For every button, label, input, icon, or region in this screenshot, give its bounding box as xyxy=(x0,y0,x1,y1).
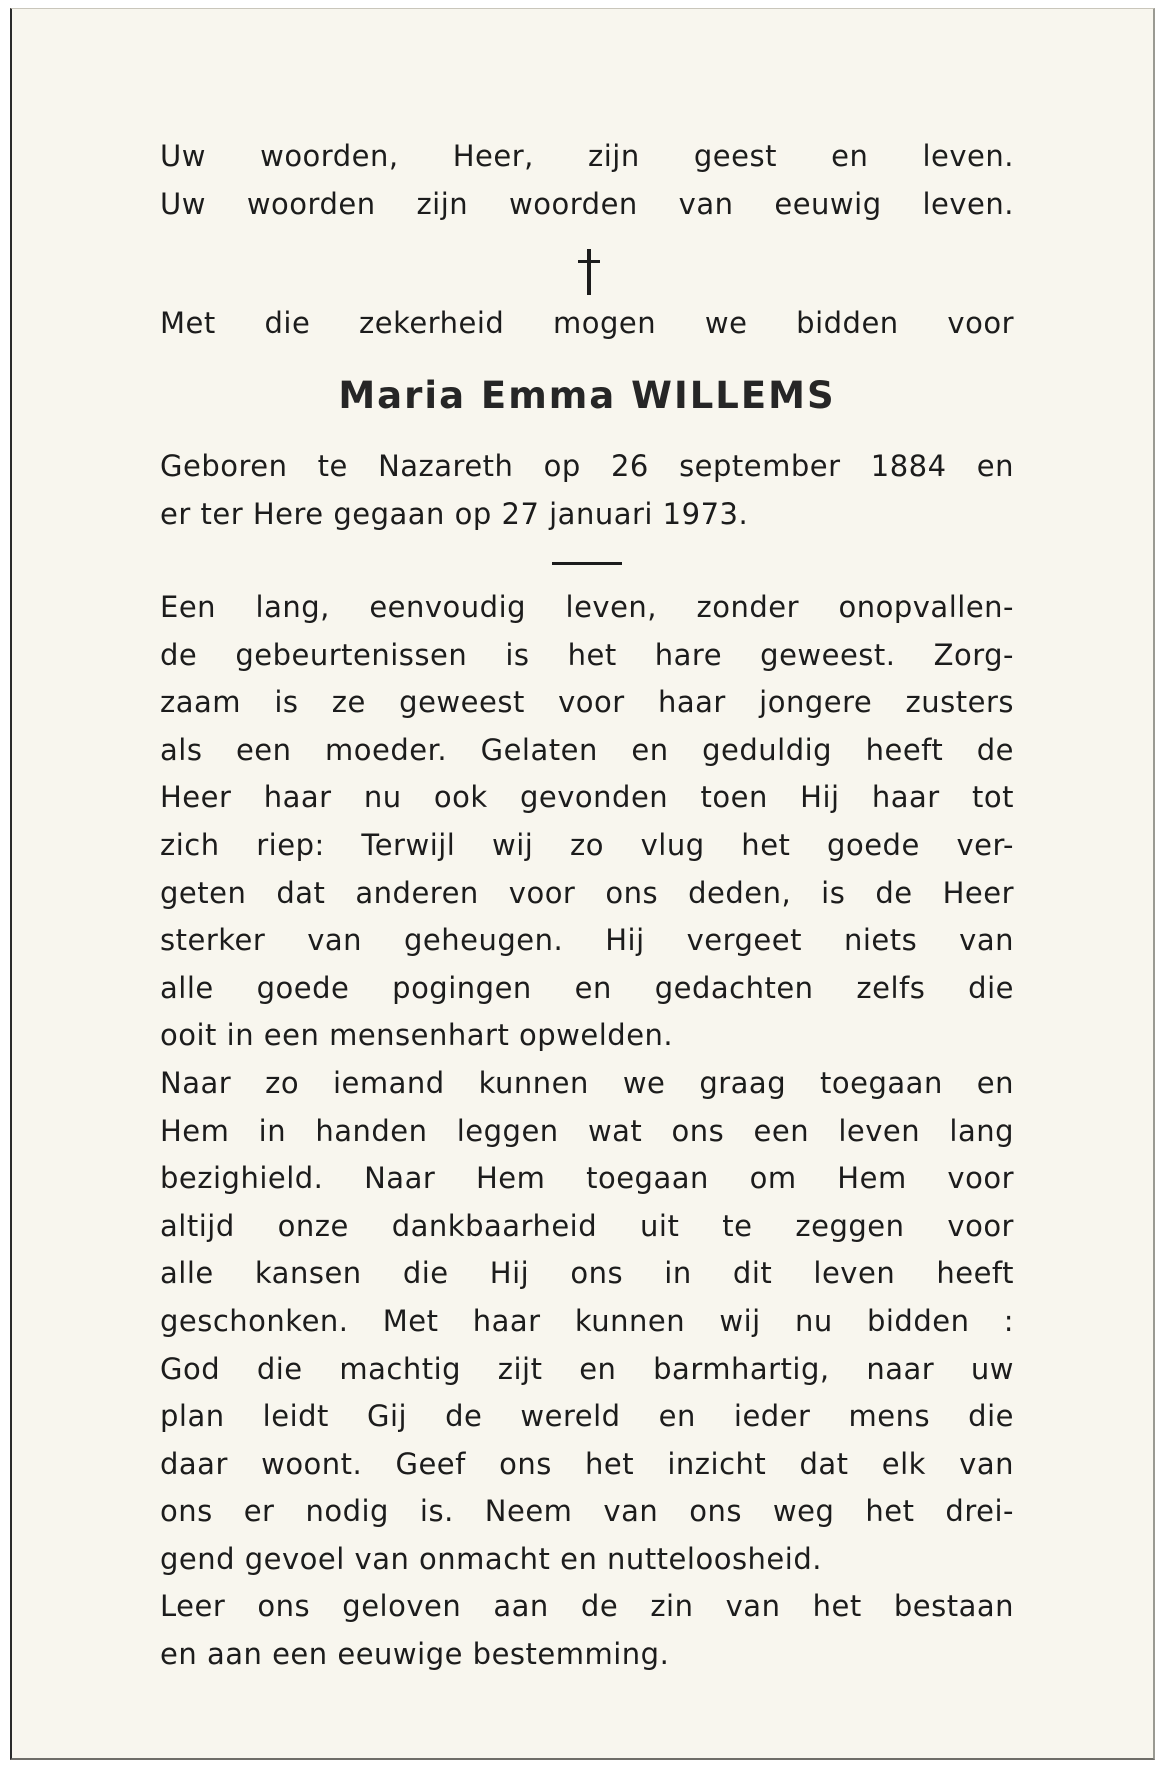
body-line: Hem in handen leggen wat ons een leven lang xyxy=(160,1113,1014,1148)
body-line: ooit in een mensenhart opwelden. xyxy=(160,1018,674,1053)
body-line: zaam is ze geweest voor haar jongere zusters xyxy=(160,685,1014,720)
body-line: Leer ons geloven aan de zin van het bestaan xyxy=(160,1589,1014,1624)
death-line: er ter Here gegaan op 27 januari 1973. xyxy=(160,497,749,531)
deceased-name: Maria Emma WILLEMS xyxy=(338,374,836,417)
birth-line: Geboren te Nazareth op 26 september 1884 en xyxy=(160,449,1014,483)
body-line: Een lang, eenvoudig leven, zonder onopvallen- xyxy=(160,590,1014,624)
body-line: zich riep: Terwijl wij zo vlug het goede ver- xyxy=(160,827,1014,862)
intro-text xyxy=(160,299,1014,347)
body-line: bezighield. Naar Hem toegaan om Hem voor xyxy=(160,1161,1014,1196)
body-line: en aan een eeuwige bestemming. xyxy=(160,1637,670,1672)
body-line: geten dat anderen voor ons deden, is de Heer xyxy=(160,875,1014,910)
body-line: als een moeder. Gelaten en geduldig heeft de xyxy=(160,732,1014,767)
birth-death-info xyxy=(160,442,1014,538)
body-line: daar woont. Geef ons het inzicht dat elk van xyxy=(160,1446,1014,1481)
cross-icon xyxy=(578,249,600,295)
body-line: ons er nodig is. Neem van ons weg het drei- xyxy=(160,1494,1014,1529)
body-line: Heer haar nu ook gevonden toen Hij haar tot xyxy=(160,780,1014,815)
body-text xyxy=(160,584,1014,1679)
verse-line: Uw woorden, Heer, zijn geest en leven. xyxy=(160,139,1014,173)
body-line: Naar zo iemand kunnen we graag toegaan en xyxy=(160,1065,1014,1100)
body-line: alle kansen die Hij ons in dit leven heeft xyxy=(160,1256,1014,1291)
body-line: plan leidt Gij de wereld en ieder mens die xyxy=(160,1399,1014,1434)
divider-rule xyxy=(552,562,622,565)
body-line: sterker van geheugen. Hij vergeet niets van xyxy=(160,923,1014,958)
intro-line: Met die zekerheid mogen we bidden voor xyxy=(160,306,1014,340)
memorial-card xyxy=(10,8,1155,1760)
body-line: altijd onze dankbaarheid uit te zeggen voor xyxy=(160,1208,1014,1243)
body-line: God die machtig zijt en barmhartig, naar uw xyxy=(160,1351,1014,1386)
opening-verse xyxy=(160,132,1014,228)
body-line: alle goede pogingen en gedachten zelfs die xyxy=(160,970,1014,1005)
verse-line: Uw woorden zijn woorden van eeuwig leven. xyxy=(160,187,1014,221)
body-line: geschonken. Met haar kunnen wij nu bidden : xyxy=(160,1303,1014,1338)
body-line: de gebeurtenissen is het hare geweest. Zorg- xyxy=(160,637,1014,672)
body-line: gend gevoel van onmacht en nutteloosheid. xyxy=(160,1541,822,1576)
